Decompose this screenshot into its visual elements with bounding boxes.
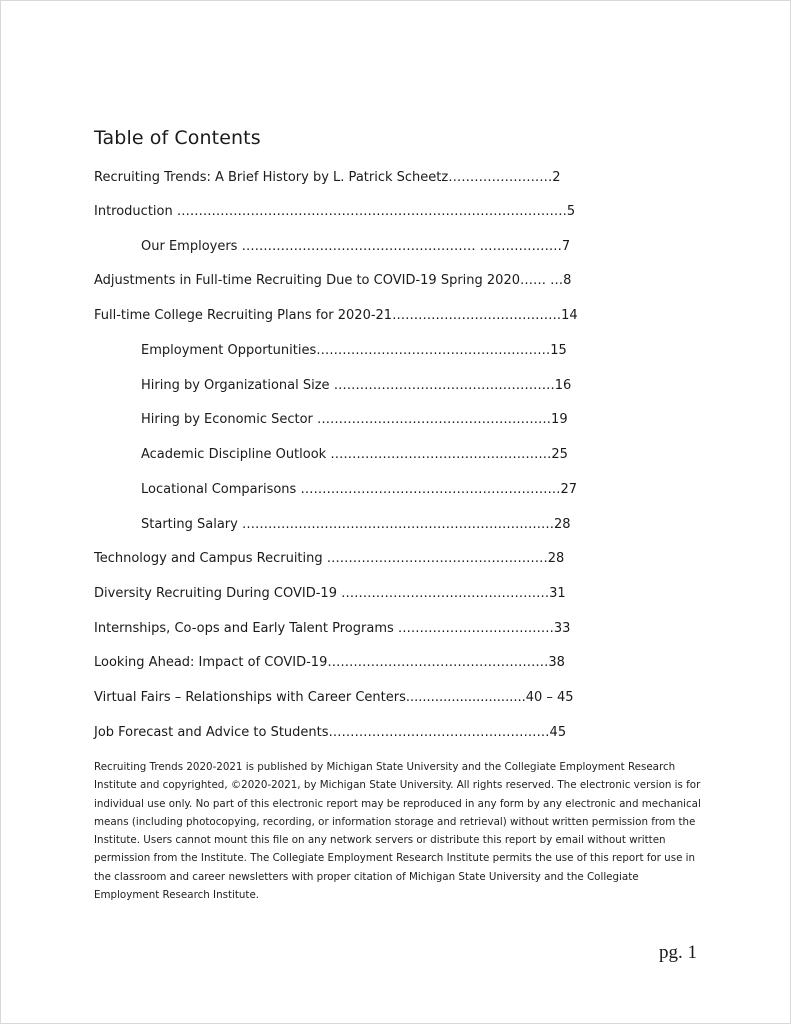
toc-entry-page: 40 – 45 [525, 690, 574, 705]
toc-entry-title: Internships, Co-ops and Early Talent Programs [94, 621, 394, 636]
toc-entry-page: 28 [553, 517, 571, 532]
toc-entry-internships[interactable] [94, 621, 570, 637]
toc-entry-title: Introduction [94, 204, 173, 219]
toc-entry-page: 5 [566, 204, 576, 219]
toc-entry-job-forecast[interactable] [94, 725, 566, 741]
toc-entry-leader: …………………………………………… [327, 655, 549, 670]
toc-entry-leader: …………………………………………… [328, 725, 550, 740]
toc-entry-leader: ………………………………………… [336, 586, 550, 601]
toc-entry-title: Virtual Fairs – Relationships with Career Centers [94, 690, 406, 705]
toc-entry-leader: ……………………………………………………………………………… [172, 204, 567, 219]
toc-entry-page: 15 [550, 343, 567, 358]
toc-entry-organizational-size[interactable] [141, 378, 571, 394]
toc-entry-page: 25 [551, 447, 568, 462]
toc-entry-looking-ahead[interactable] [94, 655, 565, 671]
toc-entry-title: Employment Opportunities [141, 343, 317, 358]
toc-entry-adjustments[interactable] [94, 273, 571, 289]
toc-entry-leader: ……………………………… [393, 621, 554, 636]
toc-entry-leader: …………………………………………… [329, 378, 555, 393]
toc-entry-title: Technology and Campus Recruiting [94, 551, 323, 566]
toc-entry-page: 38 [548, 655, 565, 670]
toc-entry-starting-salary[interactable] [141, 517, 571, 533]
toc-entry-page: 19 [551, 412, 568, 427]
toc-entry-page: 45 [549, 725, 567, 740]
toc-entry-title: Recruiting Trends: A Brief History by L. Patrick Scheetz [94, 170, 449, 185]
toc-entry-page: 27 [560, 482, 577, 497]
toc-entry-history[interactable] [94, 170, 560, 186]
toc-entry-leader: ………………………………… [392, 308, 562, 323]
toc-entry-leader: ……………………………………………… [316, 343, 551, 358]
toc-entry-page: 7 [561, 239, 571, 254]
toc-entry-title: Diversity Recruiting During COVID-19 [94, 586, 337, 601]
toc-entry-title: Adjustments in Full-time Recruiting Due to COVID-19 Spring 2020 [94, 273, 520, 288]
toc-entry-introduction[interactable] [94, 204, 575, 220]
toc-entry-leader: ……………………………………………… .……………… [237, 239, 562, 254]
toc-entry-page: 14 [561, 308, 578, 323]
toc-entry-page: 2 [552, 170, 561, 185]
toc-entry-diversity[interactable] [94, 586, 566, 602]
toc-entry-page: 16 [554, 378, 572, 393]
toc-entry-title: Locational Comparisons [141, 482, 297, 497]
toc-entry-employment-opportunities[interactable] [141, 343, 567, 359]
toc-entry-leader: …………………………………………………… [296, 482, 561, 497]
toc-list [1, 1, 791, 761]
toc-entry-title: Hiring by Organizational Size [141, 378, 330, 393]
toc-entry-technology[interactable] [94, 551, 564, 567]
toc-entry-academic-discipline[interactable] [141, 447, 568, 463]
toc-entry-title: Our Employers [141, 239, 238, 254]
toc-entry-leader: …………………… [448, 170, 553, 185]
toc-entry-page: 31 [549, 586, 566, 601]
toc-entry-recruiting-plans[interactable] [94, 308, 578, 324]
toc-entry-virtual-fairs[interactable] [94, 690, 574, 706]
toc-entry-title: Academic Discipline Outlook [141, 447, 327, 462]
toc-entry-leader: …………………………………………… [326, 447, 552, 462]
copyright-notice: Recruiting Trends 2020-2021 is published by Michigan State University and the Collegiate Employment Research Institute and copyrighted, ©2020-2021, by Michigan State University. All rights reserved. The electronic version is for individual use only. No part of this electronic report may be reproduced in any form by any electronic and mechanical means (including photocopying, recording, or information storage and retrieval) without written permission from the Institute. Users cannot mount this file on any network servers or distribute this report by email without written permission from the Institute. The Collegiate Employment Research Institute permits the use of this report for use in the classroom and career newsletters with proper citation of Michigan State University and the Collegiate Employment Research Institute. [94, 761, 701, 902]
toc-entry-locational-comparisons[interactable] [141, 482, 577, 498]
toc-entry-page: 28 [547, 551, 565, 566]
toc-entry-title: Job Forecast and Advice to Students [94, 725, 329, 740]
toc-heading: Table of Contents [94, 127, 261, 149]
toc-entry-title: Full-time College Recruiting Plans for 2020-21 [94, 308, 393, 323]
toc-entry-leader: ……………………………………………………………… [237, 517, 554, 532]
toc-entry-title: Looking Ahead: Impact of COVID-19 [94, 655, 328, 670]
toc-entry-title: Hiring by Economic Sector [141, 412, 313, 427]
page-number: pg. 1 [659, 942, 697, 963]
toc-entry-leader: ……………………………………………… [312, 412, 552, 427]
toc-entry-our-employers[interactable] [141, 239, 570, 255]
toc-entry-page: 33 [553, 621, 571, 636]
toc-entry-economic-sector[interactable] [141, 412, 568, 428]
toc-entry-leader: …………………………………………… [322, 551, 548, 566]
toc-entry-page: 8 [563, 273, 572, 288]
toc-entry-leader: ............................. [405, 690, 526, 705]
toc-entry-title: Starting Salary [141, 517, 238, 532]
toc-entry-leader: …… … [520, 273, 564, 288]
